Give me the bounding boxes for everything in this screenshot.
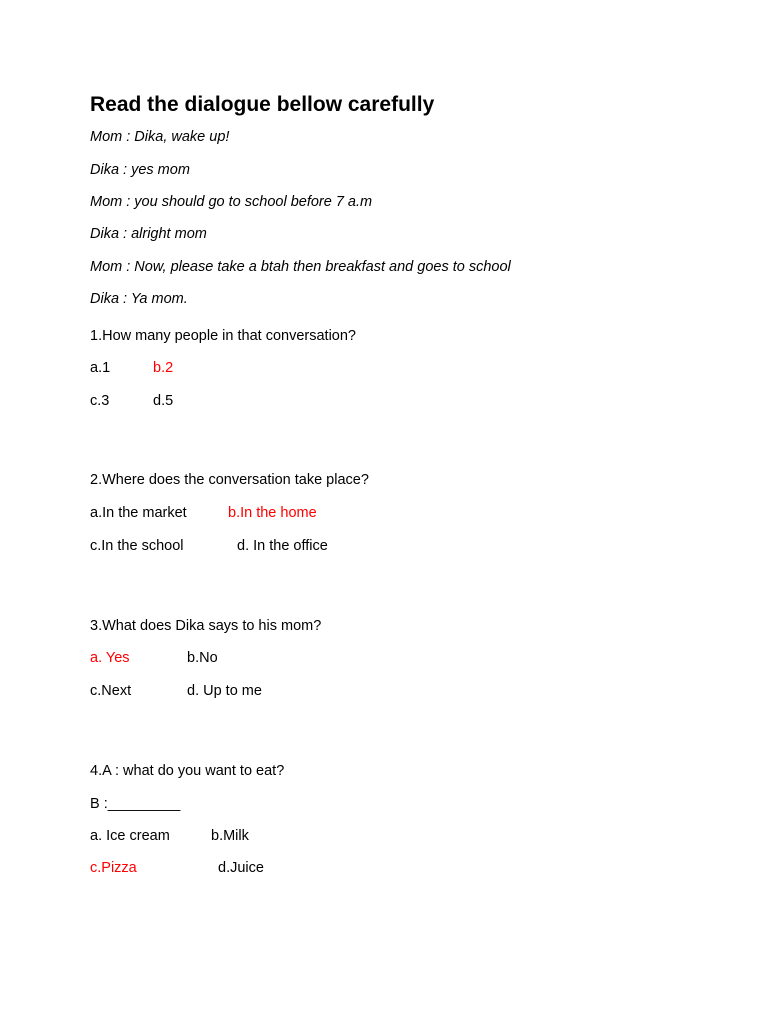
dialogue-line: Dika : alright mom xyxy=(90,226,207,242)
option-c: c.In the school xyxy=(90,538,184,554)
dialogue-line: Dika : Ya mom. xyxy=(90,291,188,307)
option-a: a.1 xyxy=(90,360,111,376)
dialogue-line: Dika : yes mom xyxy=(90,162,190,178)
option-d: d.5 xyxy=(153,393,174,409)
option-a: a.In the market xyxy=(90,505,187,521)
dialogue-line: Mom : Dika, wake up! xyxy=(90,129,230,145)
option-c-answer: c.Pizza xyxy=(90,860,137,876)
option-b: b.Milk xyxy=(211,828,249,844)
option-d: d. Up to me xyxy=(187,683,262,699)
option-c: c.3 xyxy=(90,393,110,409)
option-d: d.Juice xyxy=(218,860,264,876)
page-title: Read the dialogue bellow carefully xyxy=(90,93,435,116)
option-a-answer: a. Yes xyxy=(90,650,130,666)
dialogue-line: Mom : you should go to school before 7 a.m xyxy=(90,194,373,210)
dialogue-line: Mom : Now, please take a btah then breakfast and goes to school xyxy=(90,259,511,275)
option-a: a. Ice cream xyxy=(90,828,170,844)
option-c: c.Next xyxy=(90,683,132,699)
option-d: d. In the office xyxy=(237,538,328,554)
question-text: 3.What does Dika says to his mom? xyxy=(90,618,322,634)
question-text: 4.A : what do you want to eat? xyxy=(90,763,285,779)
question-text: 1.How many people in that conversation? xyxy=(90,328,356,344)
question-text: 2.Where does the conversation take place? xyxy=(90,472,369,488)
option-b-answer: b.2 xyxy=(153,360,174,376)
option-b: b.No xyxy=(187,650,218,666)
option-b-answer: b.In the home xyxy=(228,505,317,521)
answer-prompt: B :_________ xyxy=(90,796,181,812)
